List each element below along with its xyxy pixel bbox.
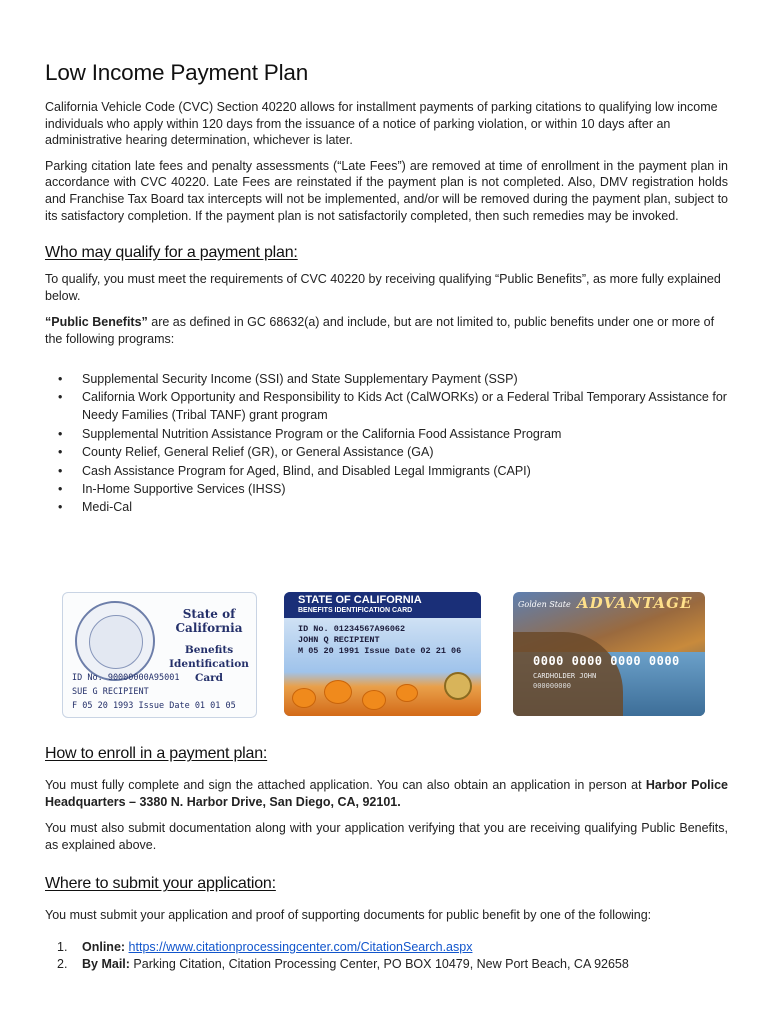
list-item — [45, 370, 728, 388]
bullet-icon: • — [58, 481, 63, 496]
card3-account: 000000000 — [533, 682, 571, 690]
enroll-heading: How to enroll in a payment plan: — [45, 745, 268, 762]
poppy-flower-icon — [362, 690, 386, 710]
card1-name: SUE G RECIPIENT — [72, 687, 149, 697]
programs-list — [45, 370, 728, 517]
poppy-flower-icon — [396, 684, 418, 702]
card1-title: State of California — [175, 607, 243, 635]
method-number: 2. — [57, 957, 68, 972]
program-label: Supplemental Security Income (SSI) and State Supplementary Payment (SSP) — [82, 371, 518, 386]
card3-brand: Golden State — [518, 600, 571, 609]
poppy-flower-icon — [324, 680, 352, 704]
card2-name: JOHN Q RECIPIENT — [298, 635, 380, 645]
bullet-icon: • — [58, 445, 63, 460]
benefits-card-image-1 — [62, 592, 257, 718]
qualify-text: To qualify, you must meet the requirements of CVC 40220 by receiving qualifying “Public Benefits”, as more fully explained below. — [45, 272, 721, 303]
program-label: Medi-Cal — [82, 500, 133, 515]
qualify-heading: Who may qualify for a payment plan: — [45, 244, 298, 262]
list-item — [45, 462, 728, 480]
card1-id: ID No. 90000000A95001 — [72, 673, 180, 683]
enroll-address: Harbor Police Headquarters – 3380 N. Harbor Drive, San Diego, CA, 92101. — [45, 778, 728, 809]
list-item — [45, 425, 728, 443]
public-benefits-definition — [45, 314, 728, 347]
bullet-icon: • — [58, 500, 63, 515]
program-label: California Work Opportunity and Responsibility to Kids Act (CalWORKs) or a Federal Tribal Temporary Assistance for Needy Families (Tribal TANF) grant program — [82, 389, 727, 423]
program-label: In-Home Supportive Services (IHSS) — [82, 481, 286, 496]
submit-text: You must submit your application and proof of supporting documents for public benefit by one of the following: — [45, 908, 652, 923]
method-label: Online: — [82, 939, 126, 954]
enroll-text: You must fully complete and sign the attached application. You can also obtain an application in person at — [45, 778, 642, 792]
card2-dob: M 05 20 1991 Issue Date 02 21 06 — [298, 646, 462, 656]
list-item — [45, 498, 728, 516]
advantage-card-image — [513, 592, 705, 716]
program-label: County Relief, General Relief (GR), or General Assistance (GA) — [82, 445, 434, 460]
list-item — [45, 480, 728, 498]
card2-header — [284, 592, 481, 618]
intro-paragraph-1: California Vehicle Code (CVC) Section 40220 allows for installment payments of parking citations to qualifying low income individuals who apply within 120 days from the issuance of a notice of parking violation, or within 10 days after an administrative hearing determination, whichever is later. — [45, 100, 718, 148]
mail-address: Parking Citation, Citation Processing Center, PO BOX 10479, New Port Beach, CA 92658 — [133, 957, 629, 972]
bullet-icon: • — [58, 371, 63, 386]
state-seal-icon — [75, 601, 155, 681]
lower-section — [45, 745, 728, 974]
bullet-icon: • — [58, 389, 63, 404]
intro-paragraph-2: Parking citation late fees and penalty assessments (“Late Fees”) are removed at time of enrollment in the payment plan in accordance with CVC 40220. Late Fees are reinstated if the payment plan is not completed. Also, DMV registration holds and Franchise Tax Board tax intercepts will not be implemented, and/or will be removed during the payment plan, subject to its satisfactory completion. If the payment plan is not satisfactorily completed, then such remedies may be invoked. — [45, 158, 728, 223]
bullet-icon: • — [58, 463, 63, 478]
list-item — [45, 388, 728, 425]
enroll-paragraph-2: You must also submit documentation along with your application verifying that you are receiving qualifying Public Benefits, as explained above. — [45, 821, 728, 852]
enroll-paragraph-1 — [45, 777, 728, 810]
public-benefits-desc: are as defined in GC 68632(a) and include, but are not limited to, public benefits under one or more of the following programs: — [45, 315, 715, 346]
benefit-card-images — [62, 592, 707, 718]
online-submission-link[interactable]: https://www.citationprocessingcenter.com/CitationSearch.aspx — [128, 939, 473, 954]
program-label: Supplemental Nutrition Assistance Program or the California Food Assistance Program — [82, 426, 562, 441]
submit-methods-list — [45, 939, 728, 974]
bullet-icon: • — [58, 426, 63, 441]
public-benefits-term: “Public Benefits” — [45, 315, 148, 330]
benefits-card-image-2 — [284, 592, 481, 716]
program-label: Cash Assistance Program for Aged, Blind, and Disabled Legal Immigrants (CAPI) — [82, 463, 531, 478]
state-emblem-icon — [444, 672, 472, 700]
list-item — [45, 939, 728, 957]
card1-subtitle: Benefits Identification Card — [169, 644, 249, 684]
submit-heading: Where to submit your application: — [45, 875, 276, 893]
method-number: 1. — [57, 939, 68, 954]
list-item — [45, 443, 728, 461]
document-page — [45, 60, 728, 517]
poppy-flower-icon — [292, 688, 316, 708]
card3-number: 0000 0000 0000 0000 — [533, 654, 680, 668]
card3-holder: CARDHOLDER JOHN — [533, 672, 597, 680]
card2-header-subtitle: BENEFITS IDENTIFICATION CARD — [298, 607, 413, 614]
list-item — [45, 956, 728, 974]
page-title: Low Income Payment Plan — [45, 60, 309, 85]
card2-body — [284, 618, 481, 716]
card1-dob: F 05 20 1993 Issue Date 01 01 05 — [72, 701, 236, 711]
card2-header-title: STATE OF CALIFORNIA — [298, 594, 422, 606]
card3-name: ADVANTAGE — [577, 594, 693, 612]
card2-id: ID No. 01234567A96062 — [298, 624, 406, 634]
method-label: By Mail: — [82, 957, 130, 972]
